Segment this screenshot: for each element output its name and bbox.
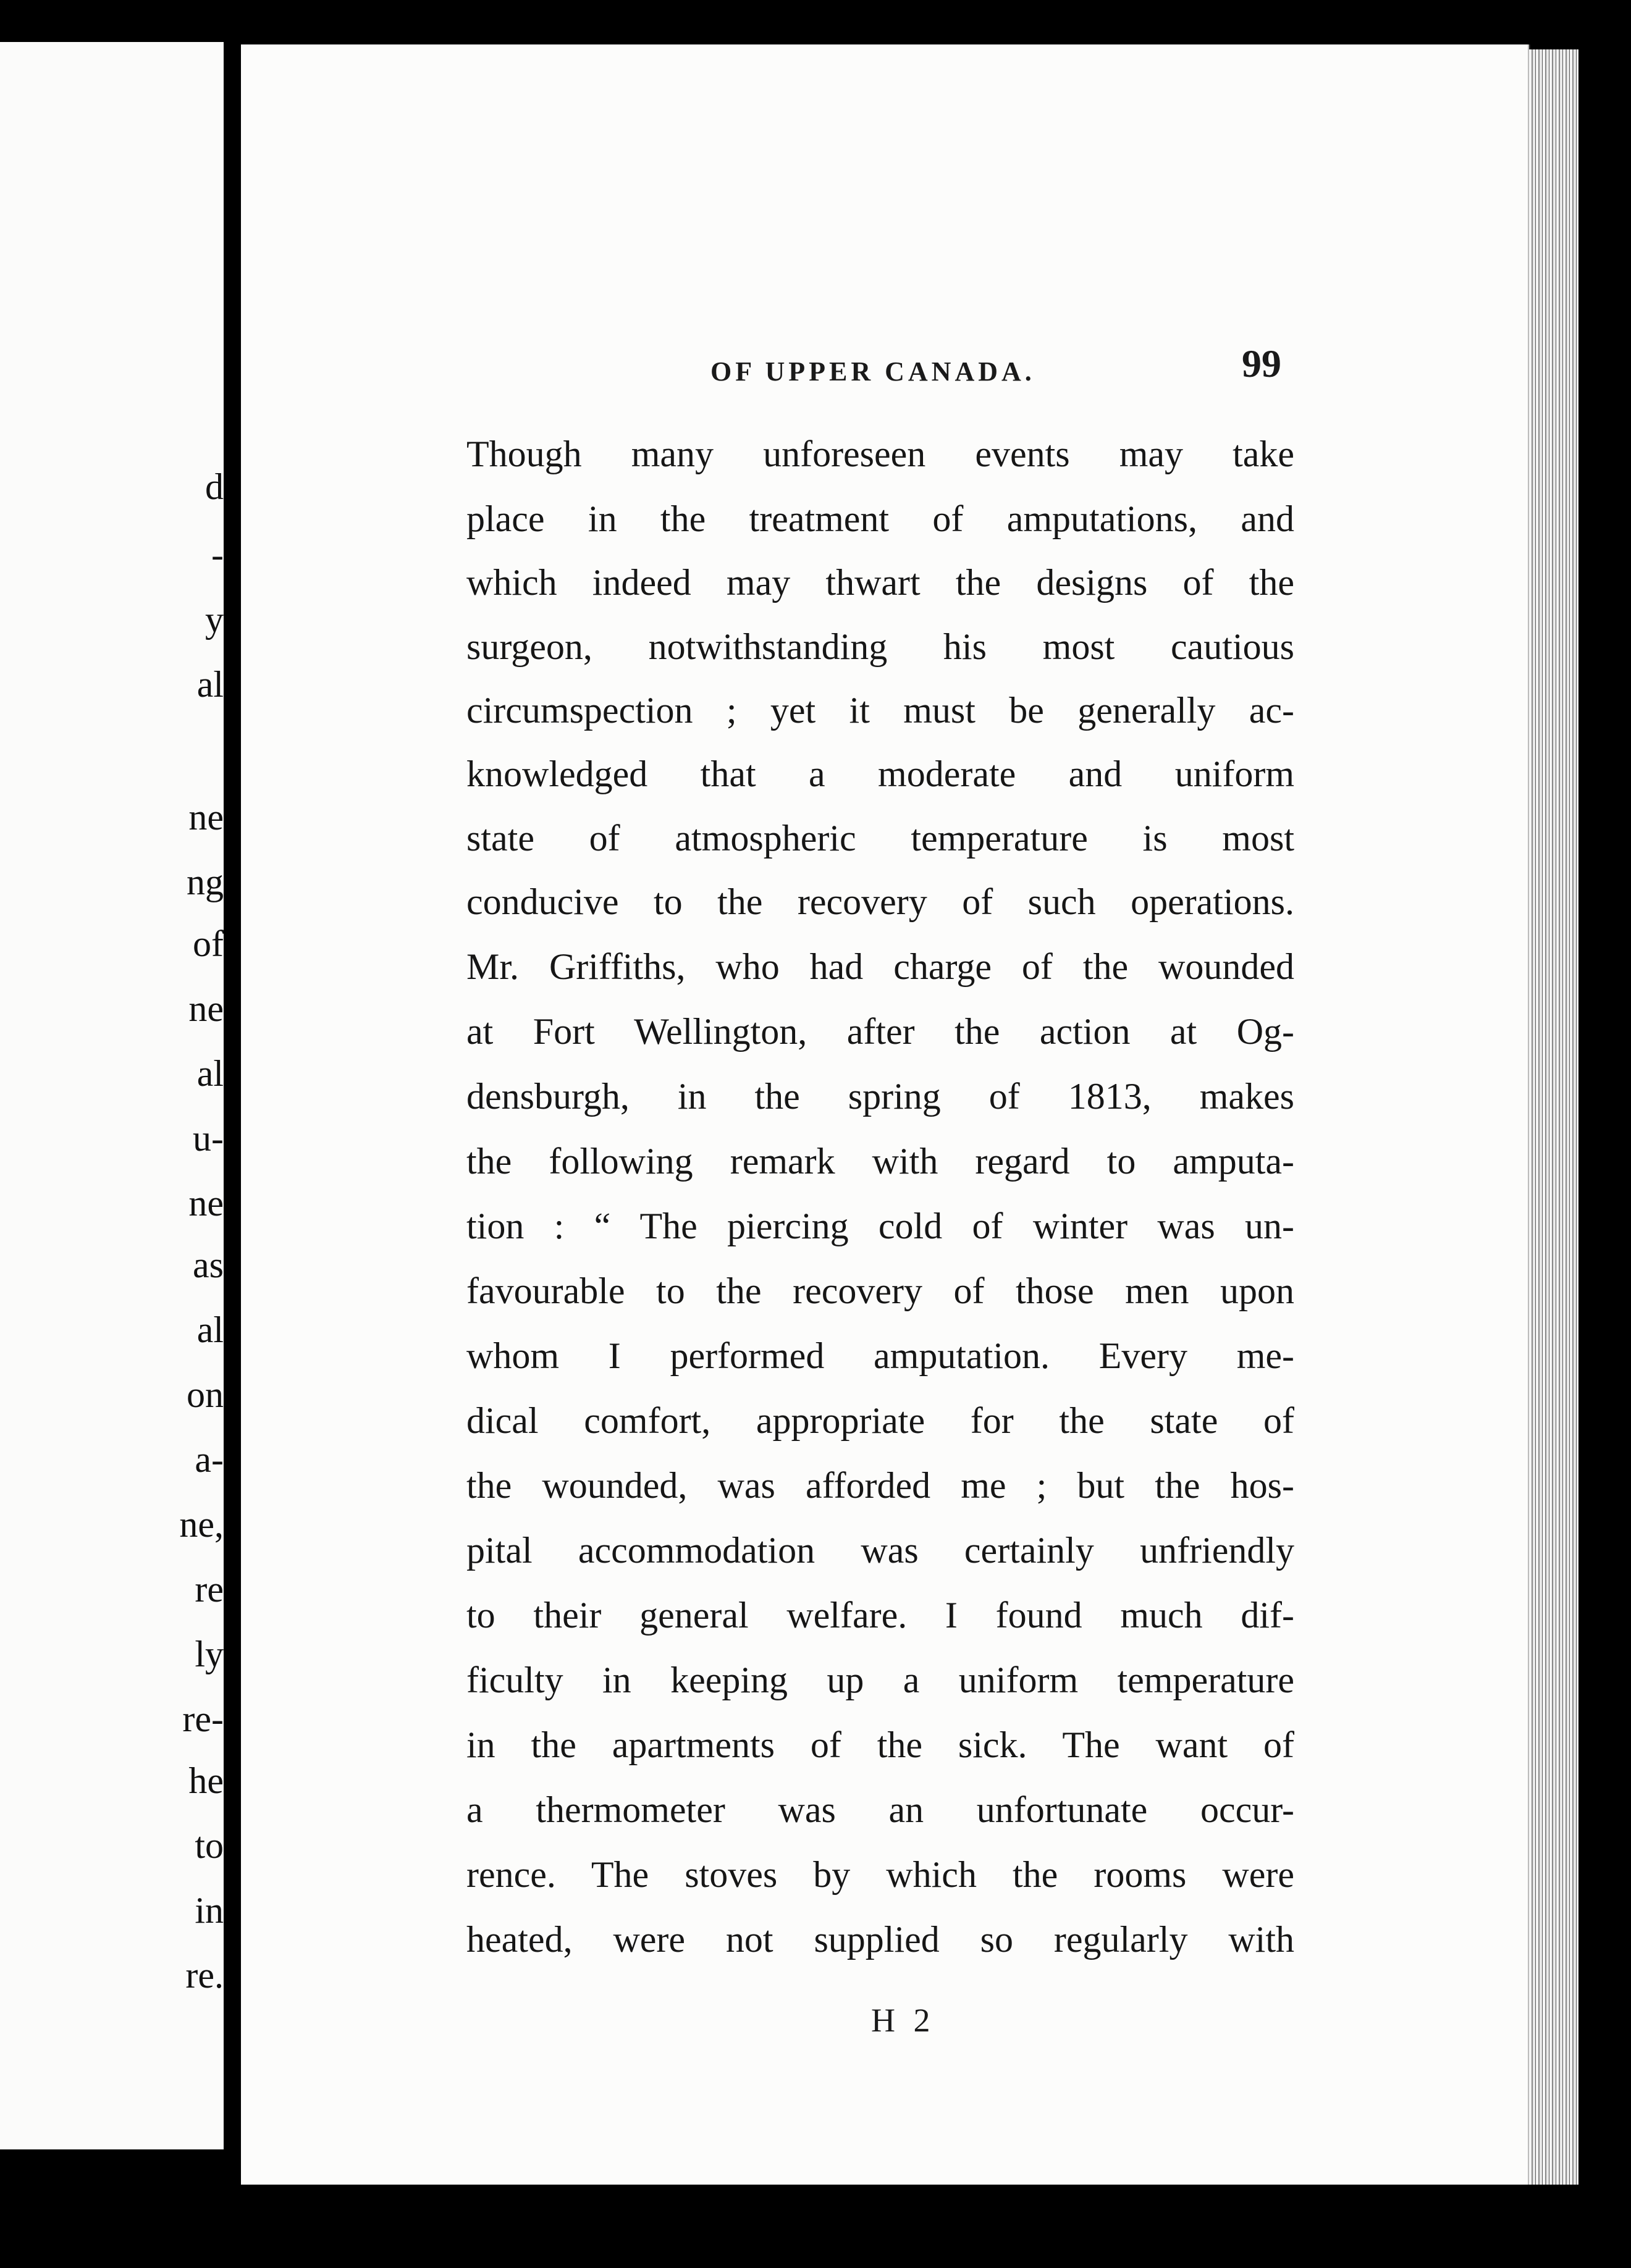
left-fragment: re- [182, 1699, 224, 1739]
body-line: circumspection ; yet it must be generally ac- [466, 690, 1294, 731]
body-line: to their general welfare. I found much dif- [466, 1595, 1294, 1636]
left-fragment: ne, [179, 1504, 224, 1545]
left-fragment: al [196, 1053, 224, 1094]
body-line: in the apartments of the sick. The want of [466, 1724, 1294, 1765]
signature-mark: H 2 [871, 2002, 935, 2039]
body-line: tion : “ The piercing cold of winter was un- [466, 1206, 1294, 1246]
left-fragment: re. [185, 1955, 224, 1996]
left-fragment: ne [188, 797, 224, 838]
body-line: whom I performed amputation. Every me- [466, 1335, 1294, 1376]
left-fragment: in [195, 1890, 224, 1931]
body-line: pital accommodation was certainly unfriendly [466, 1530, 1294, 1571]
body-line: densburgh, in the spring of 1813, makes [466, 1076, 1294, 1117]
body-line: at Fort Wellington, after the action at Og- [466, 1011, 1294, 1052]
body-line: a thermometer was an unfortunate occur- [466, 1789, 1294, 1830]
left-fragment: a- [195, 1439, 224, 1480]
body-line: which indeed may thwart the designs of the [466, 562, 1294, 603]
left-fragment: ly [195, 1634, 224, 1674]
left-page [0, 42, 224, 2149]
body-line: ficulty in keeping up a uniform temperature [466, 1660, 1294, 1700]
scan-border-top [0, 0, 1631, 44]
body-line: rence. The stoves by which the rooms were [466, 1854, 1294, 1895]
running-head: OF UPPER CANADA. [710, 356, 1035, 387]
left-fragment: as [193, 1245, 224, 1285]
left-fragment: ng [187, 862, 224, 902]
body-line: knowledged that a moderate and uniform [466, 754, 1294, 794]
left-fragment: al [196, 664, 224, 705]
left-fragment: ne [188, 988, 224, 1029]
left-fragment: he [188, 1760, 224, 1801]
left-fragment: al [196, 1309, 224, 1350]
left-fragment: y [205, 599, 224, 640]
body-line: the following remark with regard to amputa- [466, 1141, 1294, 1182]
body-line: Though many unforeseen events may take [466, 434, 1294, 474]
left-fragment: u- [193, 1118, 224, 1159]
body-line: surgeon, notwithstanding his most cautious [466, 626, 1294, 667]
left-fragment: of [193, 923, 224, 964]
left-fragment: to [195, 1825, 224, 1866]
page-edges [1529, 49, 1578, 2186]
body-line: the wounded, was afforded me ; but the hos- [466, 1465, 1294, 1506]
left-fragment: ne [188, 1183, 224, 1224]
left-fragment: on [187, 1374, 224, 1415]
scan-border-right [1578, 37, 1631, 2268]
left-fragment: d [205, 466, 224, 507]
body-line: favourable to the recovery of those men upon [466, 1270, 1294, 1311]
scan-border-bottom [0, 2185, 1631, 2268]
page-number: 99 [1242, 342, 1281, 385]
left-fragment: - [211, 534, 224, 575]
body-line: heated, were not supplied so regularly with [466, 1919, 1294, 1960]
body-line: dical comfort, appropriate for the state of [466, 1400, 1294, 1441]
body-line: state of atmospheric temperature is most [466, 818, 1294, 859]
left-fragment: re [195, 1569, 224, 1610]
body-line: conducive to the recovery of such operations. [466, 881, 1294, 922]
book-gutter [224, 37, 241, 2174]
body-line: place in the treatment of amputations, and [466, 498, 1294, 539]
body-line: Mr. Griffiths, who had charge of the wounded [466, 946, 1294, 987]
